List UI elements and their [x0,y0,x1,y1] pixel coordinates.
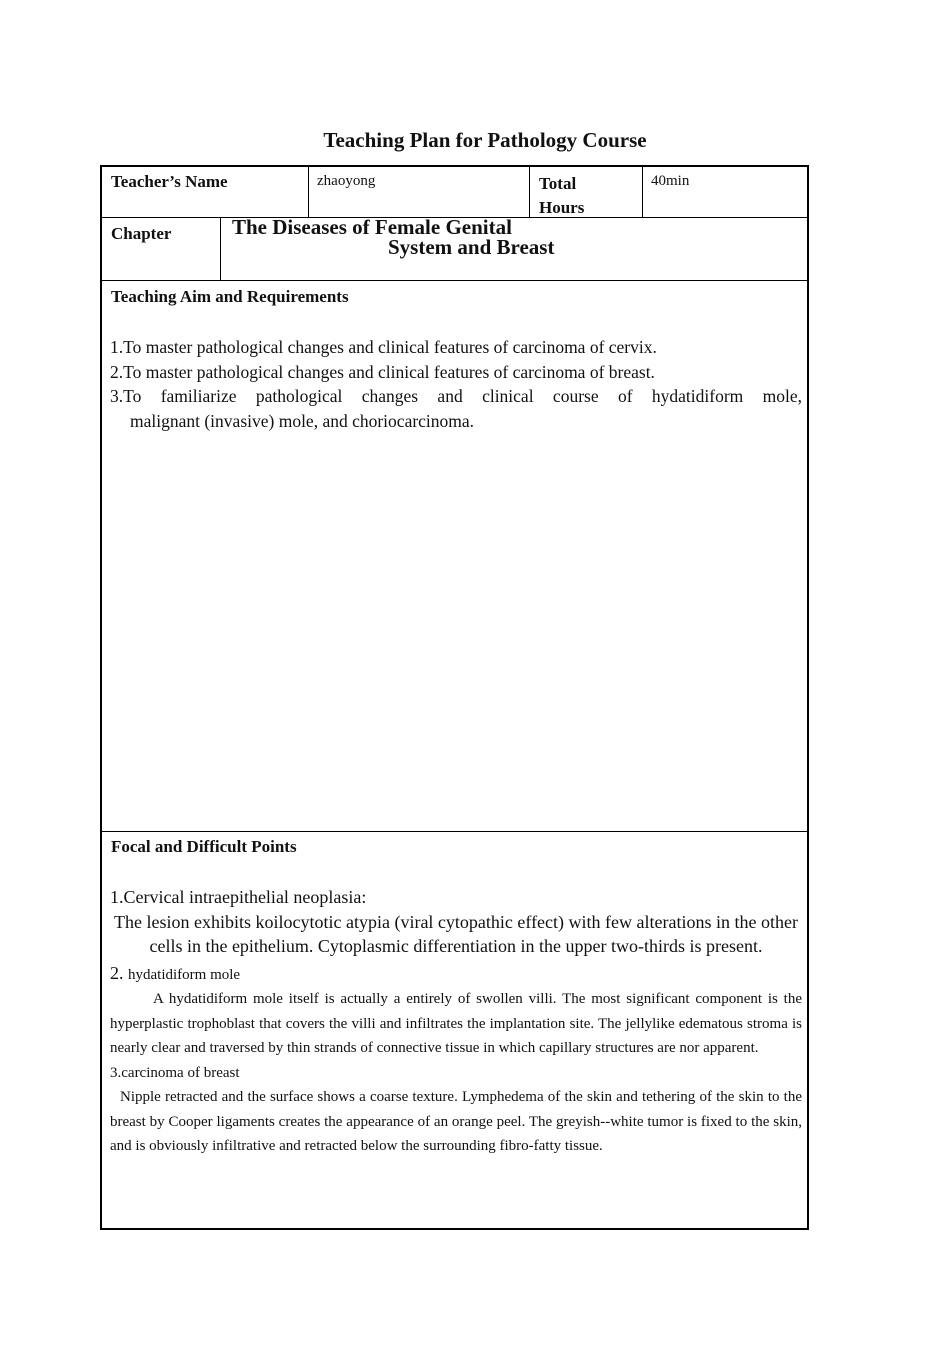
divider [220,217,221,280]
teacher-name-value: zhaoyong [317,173,376,189]
total-hours-label: Total Hours [539,174,585,217]
point-1-text: The lesion exhibits koilocytotic atypia (viral cytopathic effect) with few alterations in the other cells in the epithelium. Cytoplasmic differentiation in the upper two-thirds is present. [114,911,798,956]
aim-item: 2.To master pathological changes and clinical features of carcinoma of breast. [110,361,655,382]
document-title: Teaching Plan for Pathology Course [323,128,647,152]
divider [529,167,530,217]
point-2-text: A hydatidiform mole itself is actually a entirely of swollen villi. The most significant component is the hyperplastic trophoblast that covers the villi and infiltrates the implantation site. The jellylike edematous stroma is nearly clear and traversed by thin strands of connective tissue in which capillary structures are nor apparent. [110,991,802,1056]
point-2-number: 2. [110,962,124,983]
teaching-aim-list [110,335,802,433]
point-3-text: Nipple retracted and the surface shows a coarse texture. Lymphedema of the skin and tethering of the skin to the breast by Cooper ligaments creates the appearance of an orange peel. The greyish--white tumor is fixed to the skin, and is obviously infiltrative and retracted below the surrounding fibro-fatty tissue. [110,1089,802,1154]
chapter-title-line-2: System and Breast [388,235,555,259]
point-1-title: 1.Cervical intraepithelial neoplasia: [110,887,367,907]
teaching-plan-table [100,165,809,1230]
point-2-title: hydatidiform mole [128,966,241,983]
divider [102,831,808,832]
teacher-name-label: Teacher’s Name [111,172,228,191]
divider [308,167,309,217]
aim-item: 3.To familiarize pathological changes and clinical course of hydatidiform mole, [110,386,802,406]
total-hours-value: 40min [651,173,690,189]
teaching-aim-heading: Teaching Aim and Requirements [111,287,349,306]
divider [102,280,808,281]
chapter-label: Chapter [111,224,172,243]
divider [642,167,643,217]
aim-item: 1.To master pathological changes and clinical features of carcinoma of cervix. [110,337,657,357]
chapter-title [232,217,652,257]
point-3-title: 3.carcinoma of breast [110,1064,240,1081]
chapter-title-line-1: The Diseases of Female Genital [232,215,512,239]
focal-points-body [110,885,802,1159]
aim-item-continuation: malignant (invasive) mole, and choriocarcinoma. [130,410,475,431]
point-2-heading [110,961,802,988]
focal-points-heading: Focal and Difficult Points [111,837,297,856]
